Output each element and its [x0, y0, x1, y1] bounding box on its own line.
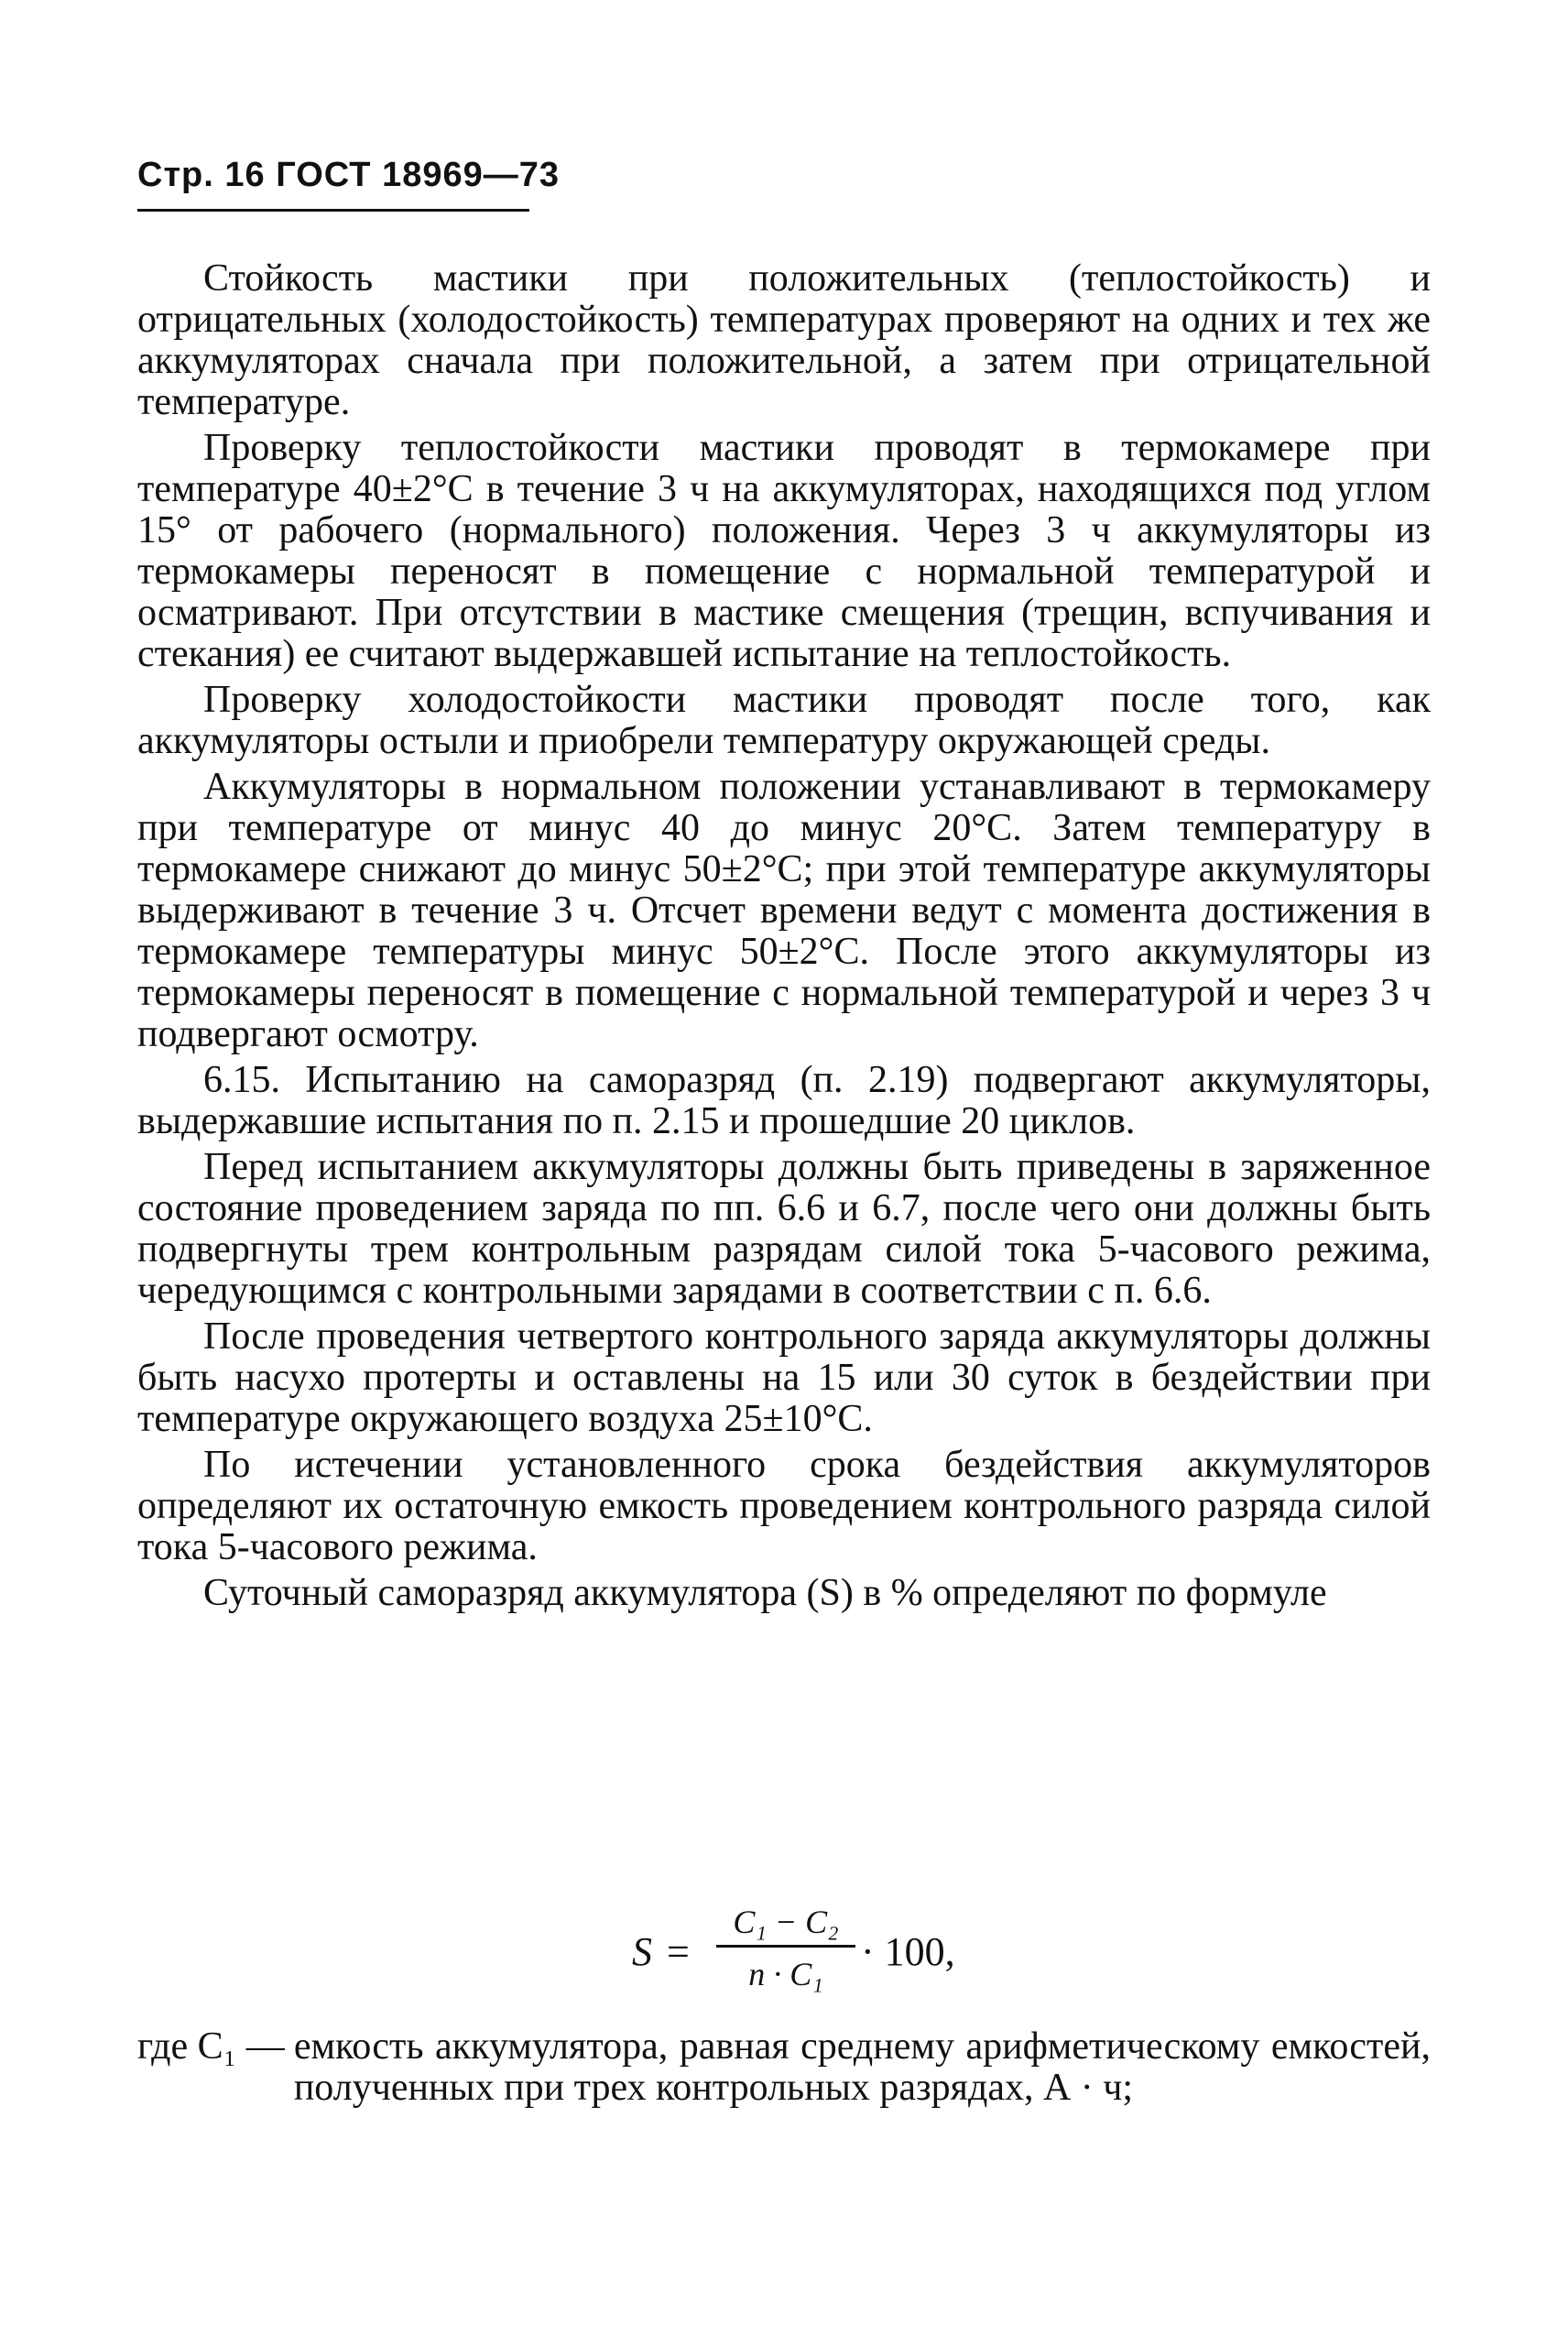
fraction-bar [716, 1945, 855, 1948]
paragraph: 6.15. Испытанию на саморазряд (п. 2.19) подвергают аккумуляторы, выдержавшие испытания по п. 2.15 и прошедшие 20 циклов. [137, 1059, 1431, 1142]
formula-fraction [716, 1901, 855, 1995]
paragraph: Перед испытанием аккумуляторы должны быть приведены в заряженное состояние проведением заряда по пп. 6.6 и 6.7, после чего они должны быть подвергнуты трем контрольным разрядам силой тока 5-часового режима, чередующимся с контрольными зарядами в соответствии с п. 6.6. [137, 1146, 1431, 1312]
self-discharge-formula [632, 1901, 998, 2011]
where-definition: емкость аккумулятора, равная среднему арифметическому емкостей, полученных при трех контрольных разрядах, А · ч; [293, 2025, 1431, 2109]
document-body [137, 258, 1431, 1619]
paragraph: Стойкость мастики при положительных (теплостойкость) и отрицательных (холодостойкость) температурах проверяют на одних и тех же аккумуляторах сначала при положительной, а затем при отрицательной температуре. [137, 257, 1431, 423]
where-term: где C₁ — [137, 2025, 285, 2068]
paragraph: Суточный саморазряд аккумулятора (S) в % определяют по формуле [203, 1572, 1327, 1614]
header-rule [137, 209, 529, 212]
where-clause [137, 2026, 1431, 2109]
formula-lhs: S [632, 1929, 652, 1974]
formula-numerator: C₁ − C₂ [733, 1904, 839, 1940]
formula-denominator: n · C₁ [748, 1956, 823, 1992]
paragraph: Проверку холодостойкости мастики проводят после того, как аккумуляторы остыли и приобрели температуру окружающей среды. [137, 679, 1431, 762]
paragraph: Проверку теплостойкости мастики проводят в термокамере при температуре 40±2°C в течение 3 ч на аккумуляторах, находящихся под углом 15° от рабочего (нормального) положения. Через 3 ч аккумуляторы из термокамеры переносят в помещение с нормальной температурой и осматривают. При отсутствии в мастике смещения (трещин, вспучивания и стекания) ее считают выдержавшей испытание на теплостойкость. [137, 427, 1431, 675]
paragraph: По истечении установленного срока бездействия аккумуляторов определяют их остаточную емкость проведением контрольного разряда силой тока 5-часового режима. [137, 1444, 1431, 1568]
where-row [137, 2026, 1431, 2109]
formula-equals: = [667, 1929, 690, 1974]
paragraph: После проведения четвертого контрольного заряда аккумуляторы должны быть насухо протерты и оставлены на 15 или 30 суток в бездействии при температуре окружающего воздуха 25±10°C. [137, 1315, 1431, 1440]
formula-multiplier: · 100, [861, 1929, 955, 1974]
paragraph: Аккумуляторы в нормальном положении устанавливают в термокамеру при температуре от минус 40 до минус 20°C. Затем температуру в термокамере снижают до минус 50±2°C; при этой температуре аккумуляторы выдерживают в течение 3 ч. Отсчет времени ведут с момента достижения в термокамере температуры минус 50±2°C. После этого аккумуляторы из термокамеры переносят в помещение с нормальной температурой и через 3 ч подвергают осмотру. [137, 766, 1431, 1055]
page-header: Стр. 16 ГОСТ 18969—73 [137, 156, 561, 194]
